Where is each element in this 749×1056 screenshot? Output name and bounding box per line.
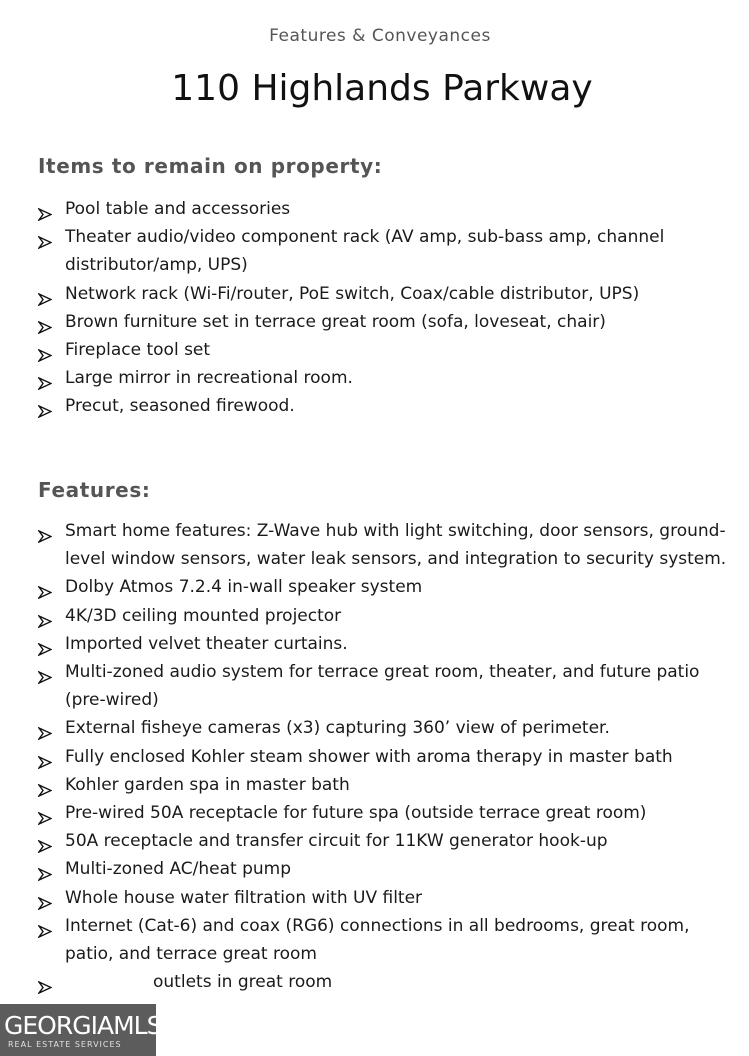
arrow-bullet-icon	[38, 343, 52, 356]
features-list	[38, 517, 728, 996]
list-item-text: Large mirror in recreational room.	[65, 368, 353, 389]
list-item-text: Multi-zoned audio system for terrace great room, theater, and future patio (pre-wired)	[65, 662, 700, 711]
list-item	[38, 602, 728, 630]
list-item	[38, 714, 728, 742]
list-item-text: Multi-zoned AC/heat pump	[65, 859, 292, 880]
arrow-bullet-icon	[38, 524, 52, 537]
arrow-bullet-icon	[38, 580, 52, 593]
arrow-bullet-icon	[38, 609, 52, 622]
arrow-bullet-icon	[38, 778, 52, 791]
list-item	[38, 364, 728, 392]
arrow-bullet-icon	[38, 371, 52, 384]
list-item-text: Theater audio/video component rack (AV amp, sub-bass amp, channel distributor/amp, UPS)	[65, 227, 665, 276]
list-item	[38, 573, 728, 601]
list-item	[38, 195, 728, 223]
watermark-tagline: REAL ESTATE SERVICES	[8, 1040, 122, 1049]
list-item	[38, 884, 728, 912]
list-item-text: Network rack (Wi-Fi/router, PoE switch, Coax/cable distributor, UPS)	[65, 283, 640, 304]
arrow-bullet-icon	[38, 637, 52, 650]
arrow-bullet-icon	[38, 721, 52, 734]
section-heading-features: Features:	[38, 478, 151, 502]
list-item-text: Fireplace tool set	[65, 340, 211, 361]
list-item	[38, 223, 728, 279]
document-title: 110 Highlands Parkway	[171, 68, 593, 109]
arrow-bullet-icon	[38, 202, 52, 215]
arrow-bullet-icon	[38, 834, 52, 847]
list-item-text: Kohler garden spa in master bath	[65, 774, 350, 795]
arrow-bullet-icon	[38, 399, 52, 412]
list-item-text: outlets in great room	[153, 972, 333, 993]
arrow-bullet-icon	[38, 230, 52, 243]
arrow-bullet-icon	[38, 975, 52, 988]
list-item-text: Smart home features: Z-Wave hub with light switching, door sensors, ground-level window sensors, water leak sensors, and integration to security system.	[65, 521, 727, 570]
arrow-bullet-icon	[38, 750, 52, 763]
arrow-bullet-icon	[38, 806, 52, 819]
list-item	[38, 771, 728, 799]
list-item	[38, 827, 728, 855]
list-item-text: Fully enclosed Kohler steam shower with aroma therapy in master bath	[65, 746, 673, 767]
list-item-text: 50A receptacle and transfer circuit for 11KW generator hook-up	[65, 831, 608, 852]
list-item-text: Whole house water filtration with UV filter	[65, 887, 423, 908]
list-item-text: Brown furniture set in terrace great room (sofa, loveseat, chair)	[65, 311, 606, 332]
list-item	[38, 855, 728, 883]
list-item	[38, 308, 728, 336]
list-item-text: 4K/3D ceiling mounted projector	[65, 605, 342, 626]
list-item-text: Internet (Cat-6) and coax (RG6) connections in all bedrooms, great room, patio, and terrace great room	[65, 915, 690, 965]
list-item	[38, 799, 728, 827]
list-item	[38, 392, 728, 420]
list-item	[38, 517, 728, 573]
list-item-text: External fisheye cameras (x3) capturing 360’ view of perimeter.	[65, 718, 610, 739]
list-item-text: Precut, seasoned firewood.	[65, 396, 295, 417]
section-heading-items: Items to remain on property:	[38, 154, 383, 178]
arrow-bullet-icon	[38, 287, 52, 300]
list-item	[38, 658, 728, 714]
arrow-bullet-icon	[38, 862, 52, 875]
arrow-bullet-icon	[38, 919, 52, 932]
list-item-text: Dolby Atmos 7.2.4 in-wall speaker system	[65, 577, 423, 598]
list-item	[38, 912, 728, 968]
document-subtitle: Features & Conveyances	[269, 26, 491, 46]
list-item	[38, 280, 728, 308]
list-item	[38, 743, 728, 771]
arrow-bullet-icon	[38, 665, 52, 678]
list-item	[38, 968, 728, 996]
watermark-brand: GEORGIAMLS	[4, 1011, 162, 1040]
arrow-bullet-icon	[38, 315, 52, 328]
arrow-bullet-icon	[38, 891, 52, 904]
georgiamls-watermark	[0, 1004, 162, 1056]
list-item	[38, 630, 728, 658]
list-item	[38, 336, 728, 364]
list-item-text: Imported velvet theater curtains.	[65, 633, 348, 654]
list-item-text: Pre-wired 50A receptacle for future spa (outside terrace great room)	[65, 803, 647, 824]
list-item-text: Pool table and accessories	[65, 199, 291, 219]
items-list	[38, 195, 728, 421]
